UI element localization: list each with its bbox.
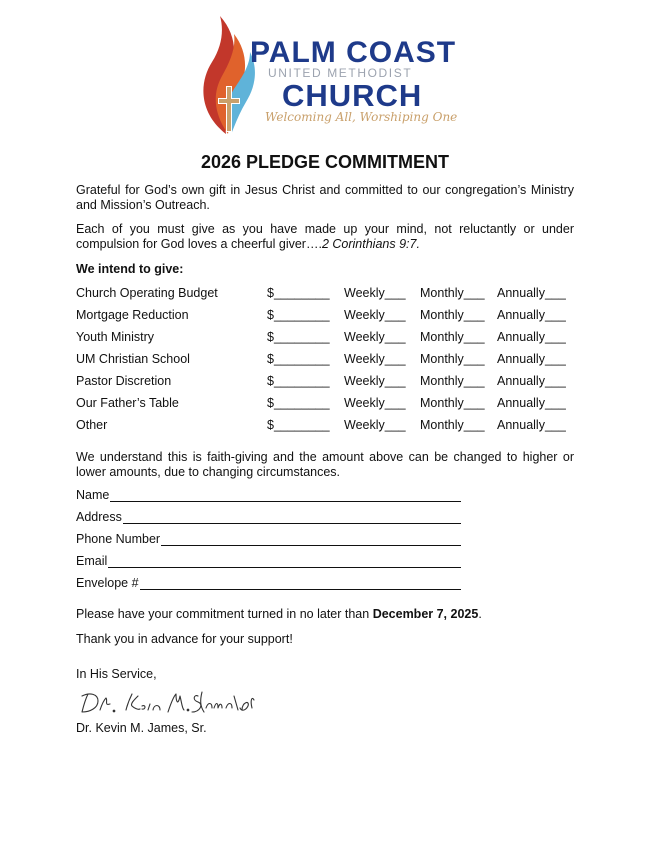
intro-paragraph: Grateful for God’s own gift in Jesus Christ and committed to our congregation’s Ministry and Mission’s Outreach. — [76, 183, 574, 212]
address-label: Address — [76, 510, 122, 524]
pledge-row — [76, 396, 576, 418]
monthly-option[interactable]: Monthly___ — [420, 330, 485, 344]
pledge-row-label: Youth Ministry — [76, 330, 155, 344]
monthly-option[interactable]: Monthly___ — [420, 286, 485, 300]
pledge-row-label: UM Christian School — [76, 352, 190, 366]
annually-option[interactable]: Annually___ — [497, 396, 566, 410]
weekly-option[interactable]: Weekly___ — [344, 396, 406, 410]
verse-line-2 — [76, 237, 574, 252]
email-field[interactable] — [76, 554, 461, 576]
deadline-text: Please have your commitment turned in no later than — [76, 607, 373, 621]
verse-citation: 2 Corinthians 9:7. — [321, 237, 420, 251]
weekly-option[interactable]: Weekly___ — [344, 308, 406, 322]
phone-line[interactable] — [161, 532, 461, 546]
thanks-note: Thank you in advance for your support! — [76, 632, 293, 646]
name-line[interactable] — [110, 488, 461, 502]
envelope-line[interactable] — [140, 576, 461, 590]
page-title: 2026 PLEDGE COMMITMENT — [200, 152, 450, 172]
amount-blank[interactable]: $________ — [267, 418, 330, 432]
weekly-option[interactable]: Weekly___ — [344, 352, 406, 366]
weekly-option[interactable]: Weekly___ — [344, 286, 406, 300]
intend-heading: We intend to give: — [76, 262, 184, 276]
annually-option[interactable]: Annually___ — [497, 308, 566, 322]
monthly-option[interactable]: Monthly___ — [420, 308, 485, 322]
contact-fields — [76, 488, 461, 598]
monthly-option[interactable]: Monthly___ — [420, 352, 485, 366]
pledge-table — [76, 286, 576, 440]
annually-option[interactable]: Annually___ — [497, 330, 566, 344]
monthly-option[interactable]: Monthly___ — [420, 418, 485, 432]
verse-paragraph — [76, 222, 574, 252]
verse-text: compulsion for God loves a cheerful giver…. — [76, 237, 322, 251]
weekly-option[interactable]: Weekly___ — [344, 418, 406, 432]
signatory-name: Dr. Kevin M. James, Sr. — [76, 721, 207, 735]
pledge-row — [76, 352, 576, 374]
weekly-option[interactable]: Weekly___ — [344, 330, 406, 344]
pledge-row-label: Church Operating Budget — [76, 286, 218, 300]
pledge-row — [76, 418, 576, 440]
amount-blank[interactable]: $________ — [267, 352, 330, 366]
name-field[interactable] — [76, 488, 461, 510]
pledge-row — [76, 330, 576, 352]
pledge-row-label: Pastor Discretion — [76, 374, 172, 388]
deadline-note — [76, 607, 482, 621]
phone-label: Phone Number — [76, 532, 161, 546]
pledge-row-label: Mortgage Reduction — [76, 308, 189, 322]
monthly-option[interactable]: Monthly___ — [420, 396, 485, 410]
annually-option[interactable]: Annually___ — [497, 286, 566, 300]
annually-option[interactable]: Annually___ — [497, 374, 566, 388]
email-line[interactable] — [108, 554, 461, 568]
envelope-label: Envelope # — [76, 576, 139, 590]
pledge-row — [76, 374, 576, 396]
envelope-field[interactable] — [76, 576, 461, 598]
monthly-option[interactable]: Monthly___ — [420, 374, 485, 388]
name-label: Name — [76, 488, 110, 502]
amount-blank[interactable]: $________ — [267, 396, 330, 410]
flame-cross-icon — [198, 14, 258, 136]
amount-blank[interactable]: $________ — [267, 330, 330, 344]
handwritten-signature — [76, 686, 256, 718]
annually-option[interactable]: Annually___ — [497, 352, 566, 366]
logo-name: PALM COAST — [250, 36, 457, 69]
amount-blank[interactable]: $________ — [267, 308, 330, 322]
amount-blank[interactable]: $________ — [267, 286, 330, 300]
logo-subtitle: UNITED METHODIST — [268, 66, 413, 80]
amount-blank[interactable]: $________ — [267, 374, 330, 388]
pledge-row-label: Our Father’s Table — [76, 396, 179, 410]
address-field[interactable] — [76, 510, 461, 532]
deadline-end: . — [478, 607, 482, 621]
understand-paragraph: We understand this is faith-giving and the amount above can be changed to higher or lower amounts, due to changing circumstances. — [76, 450, 574, 479]
logo-church: CHURCH — [282, 78, 423, 113]
verse-line-1: Each of you must give as you have made up your mind, not reluctantly or under — [76, 222, 574, 236]
address-line[interactable] — [123, 510, 461, 524]
weekly-option[interactable]: Weekly___ — [344, 374, 406, 388]
deadline-date: December 7, 2025 — [372, 607, 479, 621]
pledge-row-label: Other — [76, 418, 108, 432]
phone-field[interactable] — [76, 532, 461, 554]
church-logo — [198, 14, 458, 136]
email-label: Email — [76, 554, 108, 568]
annually-option[interactable]: Annually___ — [497, 418, 566, 432]
pledge-row — [76, 286, 576, 308]
closing: In His Service, — [76, 667, 157, 681]
logo-tagline: Welcoming All, Worshiping One — [265, 110, 458, 124]
pledge-row — [76, 308, 576, 330]
